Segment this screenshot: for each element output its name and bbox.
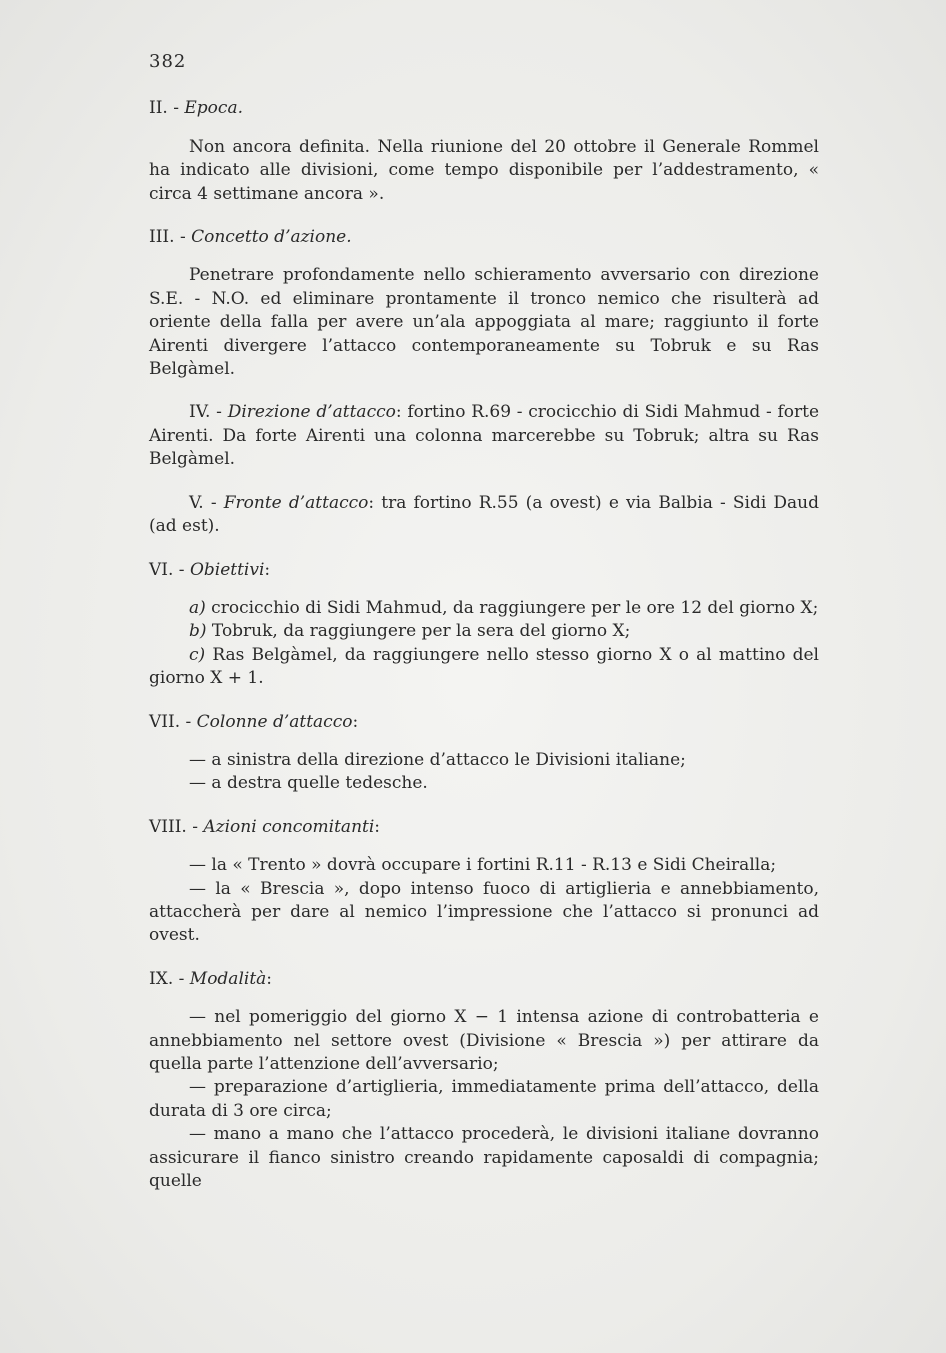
section-ii-heading xyxy=(149,97,819,120)
section-ii-number: II. - xyxy=(149,98,179,119)
section-iv-title: Direzione d’attacco xyxy=(227,402,396,423)
section-iii-title: Concetto d’azione. xyxy=(191,227,352,248)
section-vi-title: Obiettivi xyxy=(189,559,265,580)
section-vii-heading xyxy=(149,711,819,734)
section-vi-heading xyxy=(149,559,819,582)
section-viii-heading xyxy=(149,816,819,839)
list-item-text: Tobruk, da raggiungere per la sera del giorno X; xyxy=(206,621,631,642)
list-item xyxy=(149,620,819,643)
list-item: — a sinistra della direzione d’attacco le Divisioni italiane; xyxy=(189,749,686,770)
list-item: — nel pomeriggio del giorno X − 1 intensa azione di controbatteria e annebbiamento nel settore ovest (Divisione « Brescia ») per attirare da quella parte l’attenzione dell’avversario; xyxy=(149,1007,819,1074)
section-iv-text: : fortino R.69 - crocicchio di Sidi Mahmud - forte Airenti. Da forte Airenti una colonna marcerebbe su Tobruk; altra su Ras Belgàmel. xyxy=(149,402,820,470)
section-vii-number: VII. - xyxy=(149,711,192,732)
section-iv-number: IV. - xyxy=(189,402,222,423)
list-item-text: crocicchio di Sidi Mahmud, da raggiungere per le ore 12 del giorno X; xyxy=(205,597,819,618)
section-vi-number: VI. - xyxy=(149,559,185,580)
list-item: — preparazione d’artiglieria, immediatamente prima dell’attacco, della durata di 3 ore circa; xyxy=(149,1077,819,1121)
section-iii-number: III. - xyxy=(149,227,186,248)
section-vii-colon: : xyxy=(352,711,359,732)
page-number: 382 xyxy=(149,51,187,72)
section-viii-colon: : xyxy=(374,816,381,837)
section-v-number: V. - xyxy=(189,492,217,513)
section-v-paragraph xyxy=(149,492,819,539)
section-ix-title: Modalità xyxy=(189,968,267,989)
section-v-title: Fronte d’attacco xyxy=(223,492,369,513)
section-ix-colon: : xyxy=(266,968,273,989)
list-item xyxy=(149,597,819,620)
section-vi-colon: : xyxy=(264,559,271,580)
section-viii-number: VIII. - xyxy=(149,816,198,837)
section-ix-number: IX. - xyxy=(149,968,185,989)
list-item-text: Ras Belgàmel, da raggiungere nello stesso giorno X o al mattino del giorno X + 1. xyxy=(149,644,819,689)
section-viii-title: Azioni concomitanti xyxy=(203,816,375,837)
list-item-label: b) xyxy=(189,621,207,642)
section-ix-heading xyxy=(149,968,819,991)
section-iii-paragraph: Penetrare profondamente nello schieramento avversario con direzione S.E. - N.O. ed eliminare prontamente il tronco nemico che risulterà ad oriente della falla per avere un’ala appoggiata al mare; raggiunto il forte Airenti divergere l’attacco contemporaneamente su Tobruk e su Ras Belgàmel. xyxy=(149,265,819,380)
page-content xyxy=(149,50,819,1193)
list-item-label: a) xyxy=(189,597,206,618)
list-item: — la « Trento » dovrà occupare i fortini R.11 - R.13 e Sidi Cheiralla; xyxy=(189,855,777,876)
section-iv-paragraph xyxy=(149,401,819,471)
list-item: — a destra quelle tedesche. xyxy=(189,773,428,794)
list-item xyxy=(149,644,819,691)
list-item: — la « Brescia », dopo intenso fuoco di artiglieria e annebbiamento, attaccherà per dare al nemico l’impressione che l’attacco si pronunci ad ovest. xyxy=(149,878,819,946)
list-item-label: c) xyxy=(189,644,206,665)
section-v-text: : tra fortino R.55 (a ovest) e via Balbia - Sidi Daud (ad est). xyxy=(149,492,819,537)
list-item: — mano a mano che l’attacco procederà, le divisioni italiane dovranno assicurare il fianco sinistro creando rapidamente caposaldi di compagnia; quelle xyxy=(149,1124,819,1192)
section-ii-title: Epoca. xyxy=(184,98,243,119)
section-vii-title: Colonne d’attacco xyxy=(196,711,353,732)
section-iii-heading xyxy=(149,226,819,249)
section-ii-paragraph: Non ancora definita. Nella riunione del 20 ottobre il Generale Rommel ha indicato alle divisioni, come tempo disponibile per l’addestramento, « circa 4 settimane ancora ». xyxy=(149,136,819,204)
